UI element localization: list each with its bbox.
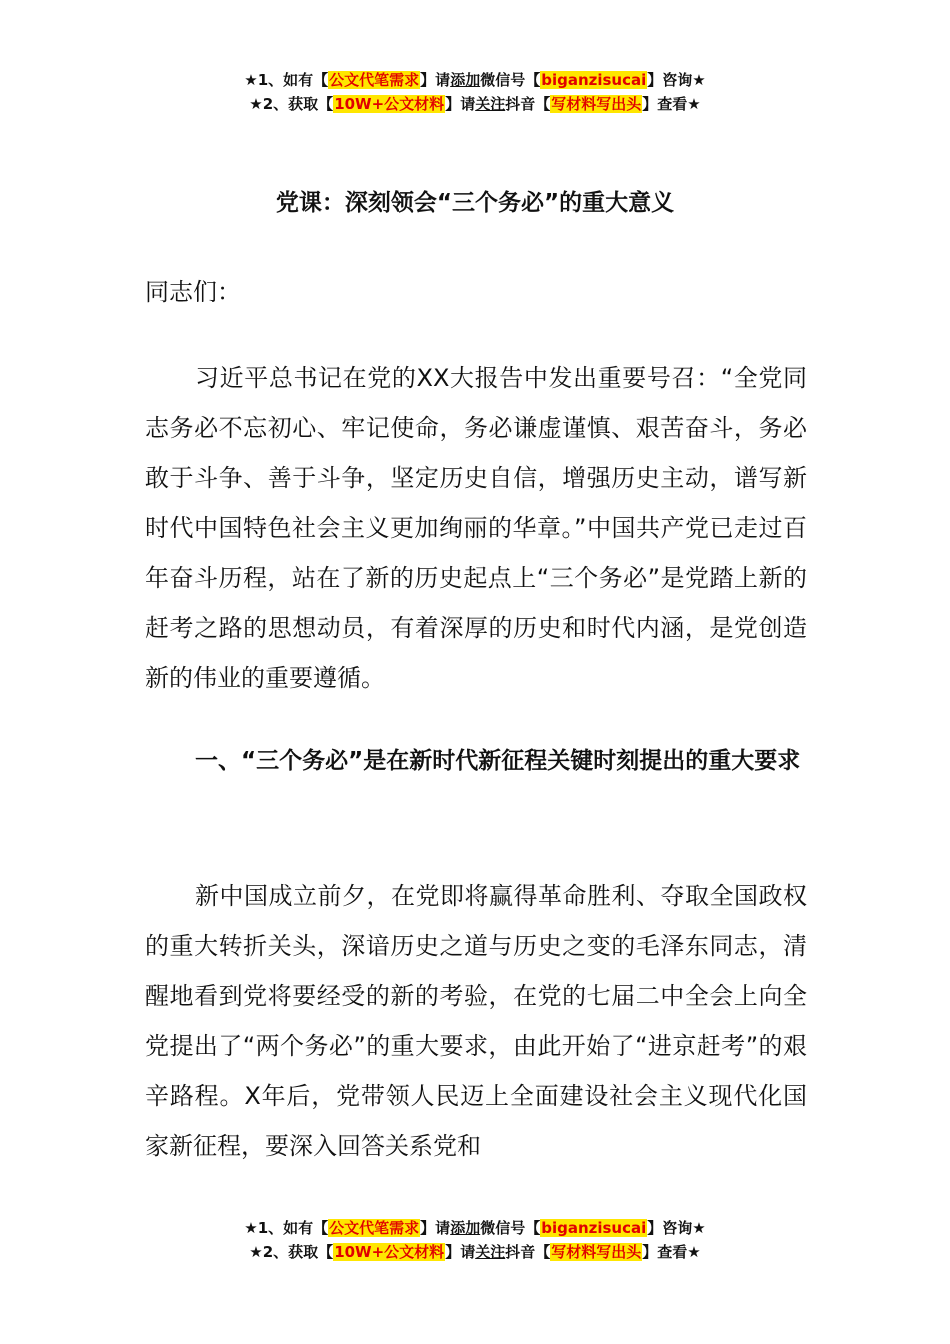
banner-text: 】查看★ <box>642 1243 701 1261</box>
banner-highlight: 10W+公文材料 <box>334 1243 445 1261</box>
banner-text: 抖音【 <box>505 95 551 113</box>
banner-highlight: 写材料写出头 <box>551 1243 642 1261</box>
banner-underlined: 添加 <box>450 71 481 89</box>
page-title: 党课：深刻领会“三个务必”的重大意义 <box>275 190 675 216</box>
banner-text: 】请 <box>420 1219 451 1237</box>
banner-underlined: 关注 <box>475 1243 506 1261</box>
banner-text: 】咨询★ <box>647 71 706 89</box>
banner-text: 微信号【 <box>480 1219 541 1237</box>
banner-text: 】查看★ <box>642 95 701 113</box>
banner-underlined: 关注 <box>475 95 506 113</box>
banner-text: 】请 <box>445 95 476 113</box>
banner-highlight: biganzisucai <box>541 1219 647 1237</box>
paragraph-1: 习近平总书记在党的XX大报告中发出重要号召：“全党同志务必不忘初心、牢记使命，务必谦虚谨慎、艰苦奋斗，务必敢于斗争、善于斗争，坚定历史自信，增强历史主动，谱写新时代中国特色社会主义更加绚丽的华章。”中国共产党已走过百年奋斗历程，站在了新的历史起点上“三个务必”是党踏上新的赶考之路的思想动员，有着深厚的历史和时代内涵，是党创造新的伟业的重要遵循。 <box>145 364 807 692</box>
banner-text: ★2、获取【 <box>249 1243 334 1261</box>
banner-text: 】咨询★ <box>647 1219 706 1237</box>
banner-highlight: 写材料写出头 <box>551 95 642 113</box>
banner-highlight: 公文代笔需求 <box>329 1219 420 1237</box>
banner-line-1 <box>0 1216 950 1240</box>
section-heading-1: 一、“三个务必”是在新时代新征程关键时刻提出的重大要求 <box>195 748 801 774</box>
banner-line-2 <box>0 92 950 116</box>
banner-text: 抖音【 <box>505 1243 551 1261</box>
banner-text: ★1、如有【 <box>244 71 329 89</box>
banner-highlight: biganzisucai <box>541 71 647 89</box>
banner-highlight: 10W+公文材料 <box>334 95 445 113</box>
banner-text: 微信号【 <box>480 71 541 89</box>
banner-line-1 <box>0 68 950 92</box>
header-banner <box>0 68 950 116</box>
banner-highlight: 公文代笔需求 <box>329 71 420 89</box>
banner-underlined: 添加 <box>450 1219 481 1237</box>
banner-text: ★1、如有【 <box>244 1219 329 1237</box>
banner-text: ★2、获取【 <box>249 95 334 113</box>
banner-line-2 <box>0 1240 950 1264</box>
banner-text: 】请 <box>445 1243 476 1261</box>
greeting: 同志们： <box>145 278 241 306</box>
paragraph-2: 新中国成立前夕，在党即将赢得革命胜利、夺取全国政权的重大转折关头，深谙历史之道与历史之变的毛泽东同志，清醒地看到党将要经受的新的考验，在党的七届二中全会上向全党提出了“两个务必”的重大要求，由此开始了“进京赶考”的艰辛路程。X年后，党带领人民迈上全面建设社会主义现代化国家新征程，要深入回答关系党和 <box>145 882 807 1160</box>
footer-banner <box>0 1216 950 1264</box>
banner-text: 】请 <box>420 71 451 89</box>
